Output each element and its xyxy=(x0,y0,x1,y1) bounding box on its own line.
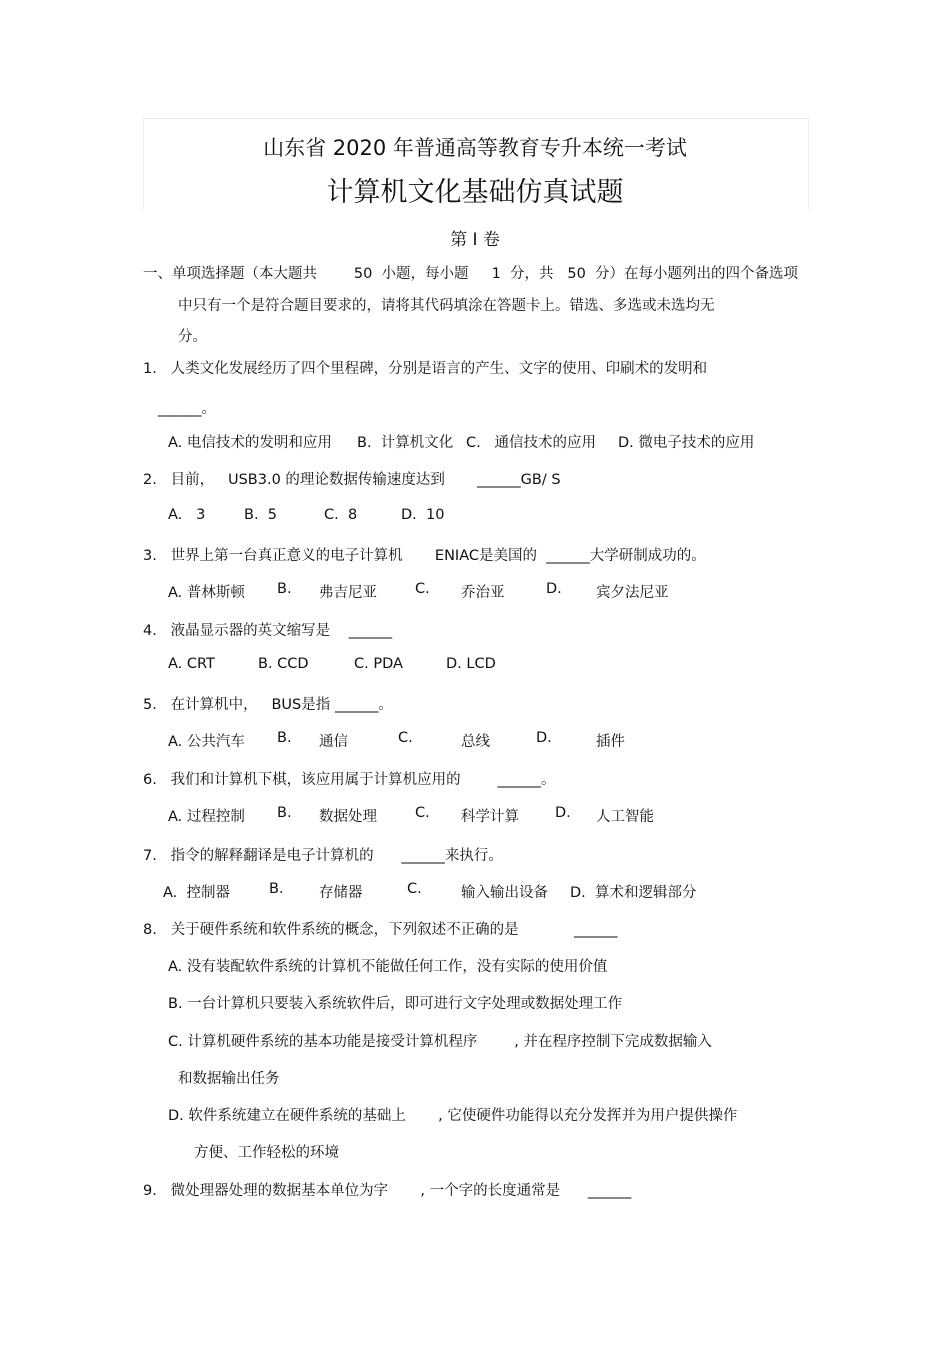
question-7-option-b: 存储器 xyxy=(319,885,363,901)
question-2-option-c: C. 8 xyxy=(324,507,358,523)
question-6-option-d-letter: D. xyxy=(555,805,571,821)
question-5-option-c-letter: C. xyxy=(398,730,413,746)
question-6-option-a: A. 过程控制 xyxy=(168,809,245,825)
question-6-option-b: 数据处理 xyxy=(319,809,377,825)
question-4-stem: 4. 液晶显示器的英文缩写是 ______ xyxy=(143,623,393,639)
question-8-option-b: B. 一台计算机只要装入系统软件后，即可进行文字处理或数据处理工作 xyxy=(168,996,623,1012)
question-6-option-c-letter: C. xyxy=(415,805,430,821)
question-5-option-d-letter: D. xyxy=(536,730,552,746)
question-9-stem: 9. 微处理器处理的数据基本单位为字 , 一个字的长度通常是 ______ xyxy=(143,1183,632,1199)
question-8-option-c-cont: 和数据输出任务 xyxy=(178,1071,280,1087)
question-3-option-c: 乔治亚 xyxy=(461,585,505,601)
question-3-stem: 3. 世界上第一台真正意义的电子计算机 ENIAC是美国的 ______大学研制成功的。 xyxy=(143,548,706,564)
question-2-option-b: B. 5 xyxy=(244,507,278,523)
question-4-option-c: C. PDA xyxy=(354,656,403,672)
question-7-option-a: A. 控制器 xyxy=(163,885,230,901)
question-8-stem: 8. 关于硬件系统和软件系统的概念，下列叙述不正确的是 ______ xyxy=(143,922,618,938)
question-7-option-c: 输入输出设备 xyxy=(461,885,548,901)
question-3-option-a: A. 普林斯顿 xyxy=(168,585,245,601)
question-4-option-a: A. CRT xyxy=(168,656,215,672)
section-title: 第 I 卷 xyxy=(450,230,500,250)
question-4-option-b: B. CCD xyxy=(258,656,309,672)
question-5-option-a: A. 公共汽车 xyxy=(168,734,245,750)
question-1-option-a: A. 电信技术的发明和应用 xyxy=(168,435,332,451)
question-8-option-d-cont: 方便、工作轻松的环境 xyxy=(194,1145,339,1161)
instructions-line-2: 中只有一个是符合题目要求的，请将其代码填涂在答题卡上。错选、多选或未选均无 xyxy=(178,298,715,314)
question-4-option-d: D. LCD xyxy=(446,656,496,672)
question-7-stem: 7. 指令的解释翻译是电子计算机的 ______来执行。 xyxy=(143,848,503,864)
question-1-stem: 1. 人类文化发展经历了四个里程碑，分别是语言的产生、文字的使用、印刷术的发明和 xyxy=(143,361,708,377)
question-5-option-d: 插件 xyxy=(596,734,625,750)
question-6-stem: 6. 我们和计算机下棋，该应用属于计算机应用的 ______。 xyxy=(143,772,556,788)
question-1-option-c: C. 通信技术的应用 xyxy=(466,435,597,451)
question-3-option-d: 宾夕法尼亚 xyxy=(596,585,669,601)
question-2-stem: 2. 目前， USB3.0 的理论数据传输速度达到 ______GB/ S xyxy=(143,472,561,488)
question-5-option-b-letter: B. xyxy=(277,730,292,746)
question-6-option-c: 科学计算 xyxy=(461,809,519,825)
question-7-option-c-letter: C. xyxy=(407,881,422,897)
question-3-option-c-letter: C. xyxy=(415,581,430,597)
question-8-option-c: C. 计算机硬件系统的基本功能是接受计算机程序 , 并在程序控制下完成数据输入 xyxy=(168,1034,712,1050)
question-3-option-d-letter: D. xyxy=(546,581,562,597)
instructions-line-3: 分。 xyxy=(178,329,207,345)
question-1-stem-cont: ______。 xyxy=(158,401,216,417)
question-2-option-a: A. 3 xyxy=(168,507,206,523)
question-2-option-d: D. 10 xyxy=(401,507,445,523)
question-5-option-b: 通信 xyxy=(319,734,348,750)
question-5-stem: 5. 在计算机中， BUS是指 ______。 xyxy=(143,697,393,713)
question-3-option-b-letter: B. xyxy=(277,581,292,597)
question-3-option-b: 弗吉尼亚 xyxy=(319,585,377,601)
instructions-line-1: 一、单项选择题（本大题共 50 小题，每小题 1 分，共 50 分）在每小题列出的四个备选项 xyxy=(143,266,799,282)
question-7-option-b-letter: B. xyxy=(269,881,284,897)
exam-title: 山东省 2020 年普通高等教育专升本统一考试 xyxy=(263,136,687,160)
question-1-option-d: D. 微电子技术的应用 xyxy=(618,435,755,451)
exam-subtitle: 计算机文化基础仿真试题 xyxy=(326,177,624,208)
question-8-option-d: D. 软件系统建立在硬件系统的基础上 , 它使硬件功能得以充分发挥并为用户提供操作 xyxy=(168,1108,738,1124)
question-5-option-c: 总线 xyxy=(461,734,490,750)
question-6-option-b-letter: B. xyxy=(277,805,292,821)
question-1-option-b: B. 计算机文化 xyxy=(357,435,454,451)
question-7-option-d: D. 算术和逻辑部分 xyxy=(570,885,697,901)
question-8-option-a: A. 没有装配软件系统的计算机不能做任何工作，没有实际的使用价值 xyxy=(168,959,608,975)
question-6-option-d: 人工智能 xyxy=(596,809,654,825)
